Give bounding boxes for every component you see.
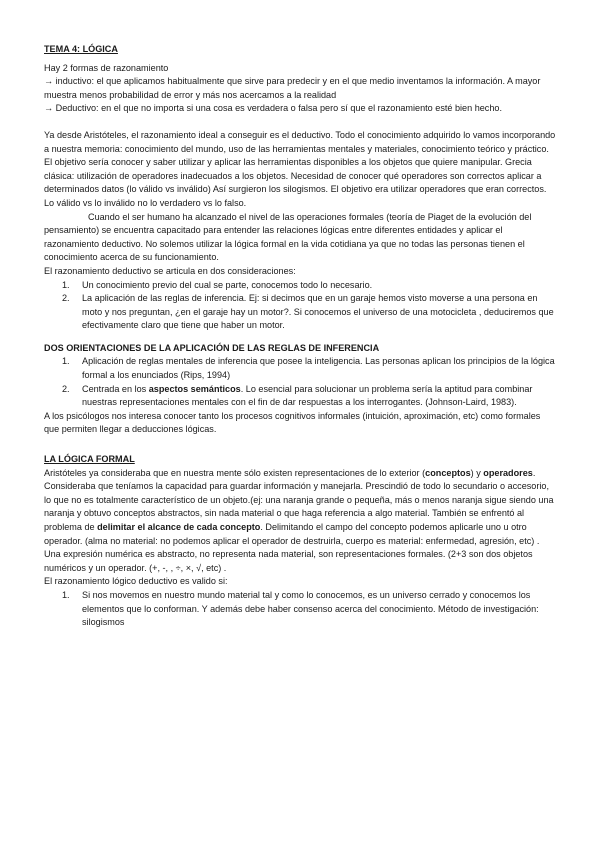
paragraph-considerations: El razonamiento deductivo se articula en dos consideraciones: [44, 265, 296, 276]
list-text: Si nos movemos en nuestro mundo material tal y como lo conocemos, es un universo cerrado y conocemos los elementos que lo conforman. Y además debe haber consenso acerca del conocimiento. Método de investigación: silogismos [82, 589, 539, 628]
paragraph-psychologists: A los psicólogos nos interesa conocer tanto los procesos cognitivos informales (intuición, aproximación, etc) como formales que permiten llegar a deducciones lógicas. [44, 410, 541, 435]
list-number: 1. [62, 279, 70, 290]
list-text-pre: Centrada en los [82, 383, 149, 394]
section-heading-formal-logic: LA LÓGICA FORMAL [44, 454, 135, 465]
list-text: Un conocimiento previo del cual se parte, conocemos todo lo necesario. [82, 279, 373, 290]
bold-operators: operadores [483, 467, 533, 478]
page-title: TEMA 4: LÓGICA [44, 44, 118, 54]
text-run: ) y [470, 467, 484, 478]
orientations-list [44, 355, 556, 409]
list-number: 2. [62, 383, 70, 394]
bold-delimit: delimitar el alcance de cada concepto [97, 522, 261, 532]
list-number: 1. [62, 589, 70, 600]
list-number: 1. [62, 356, 70, 367]
text-run: . Consideraba que teníamos la capacidad para guardar información y manejarla. Prescindió de todo lo secundario o accesorio, lo que no es totalmente característico de un objeto.(ej: una naranja grande o pequeña, más o menos naranja sigue siendo una naranja y obtuvo conceptos abstractos, sin nada material o que haga referencia a algo material. También se enfrentó al problema de [44, 467, 554, 532]
considerations-list [44, 279, 556, 333]
list-text: Aplicación de reglas mentales de inferencia que posee la inteligencia. Las personas aplican los principios de la lógica formal a los enunciados (Rips, 1994) [82, 356, 555, 381]
paragraph-valid: El razonamiento lógico deductivo es valido si: [44, 576, 228, 587]
list-text: La aplicación de las reglas de inferencia. Ej: si decimos que en un garaje hemos visto moverse a una persona en moto y nos preguntan, ¿en el garaje hay un motor?. Si conocemos el universo de una motocicleta , deduciremos que efectivamente claro que tiene que haber un motor. [82, 293, 554, 331]
list-item [44, 355, 556, 382]
validity-list [44, 589, 556, 630]
list-item [44, 589, 556, 630]
list-number: 2. [62, 293, 70, 304]
intro-line: Hay 2 formas de razonamiento [44, 62, 169, 73]
section-heading-orientations: DOS ORIENTACIONES DE LA APLICACIÓN DE LAS REGLAS DE INFERENCIA [44, 342, 380, 353]
bold-concepts: conceptos [425, 467, 471, 478]
list-item [44, 279, 556, 293]
list-text-post: . Lo esencial para solucionar un problema sería la aptitud para combinar nuestras representaciones mentales con el fin de dar respuestas a los interrogantes. (Johnson-Laird, 1983). [82, 383, 533, 408]
text-run: . Delimitando el campo del concepto podemos aplicarle uno u otro operador. (alma no material: no podemos aplicar el operador de destruirla, cuerpo es material: enfermedad, agresión, etc) . Una expresión numérica es abstracto, no representa nada material, son representaciones formales. (2+3 son dos objetos numéricos y un operador. (+, -, , ÷, ×, √, etc) . [44, 522, 540, 573]
list-text-bold: aspectos semánticos [148, 383, 241, 394]
document-body [44, 43, 556, 630]
intro-deductive: → Deductivo: en el que no importa si una cosa es verdadera o falsa pero sí que el razonamiento esté bien hecho. [44, 103, 502, 114]
list-item [44, 383, 556, 410]
paragraph-aristoteles: Ya desde Aristóteles, el razonamiento ideal a conseguir es el deductivo. Todo el conocimiento adquirido lo vamos incorporando a nuestra memoria: conocimiento del mundo, uso de las herramientas mentales y materiales, conocimiento teórico y práctico. El objetivo sería conocer y saber utilizar y aplicar las herramientas disponibles a los objetos que quiere manipular. Grecia clásica: utilización de operadores inadecuados a los objetos. Necesidad de conocer qué operadores son correctos aplicar a determinados datos (lo válido vs inválido) Así surgieron los silogismos. El objetivo era utilizar operadores que eran correctos. Lo válido vs lo inválido no lo verdadero vs lo falso. [44, 129, 556, 208]
paragraph-piaget: Cuando el ser humano ha alcanzado el nivel de las operaciones formales (teoría de Piaget de la evolución del pensamiento) se encuentra capacitado para entender las relaciones lógicas entre diferentes entidades y aplicar el razonamiento deductivo. No solemos utilizar la lógica formal en la vida cotidiana ya que no todas las personas tienen el conocimiento acerca de su funcionamiento. [44, 211, 532, 263]
list-item [44, 292, 556, 333]
intro-inductive: → inductivo: el que aplicamos habitualmente que sirve para predecir y en el que medio inventamos la información. A mayor muestra menos probabilidad de error y más nos acercamos a la realidad [44, 76, 541, 100]
text-run: Aristóteles ya consideraba que en nuestra mente sólo existen representaciones de lo exterior ( [44, 467, 426, 478]
paragraph-formal-logic [44, 467, 556, 576]
